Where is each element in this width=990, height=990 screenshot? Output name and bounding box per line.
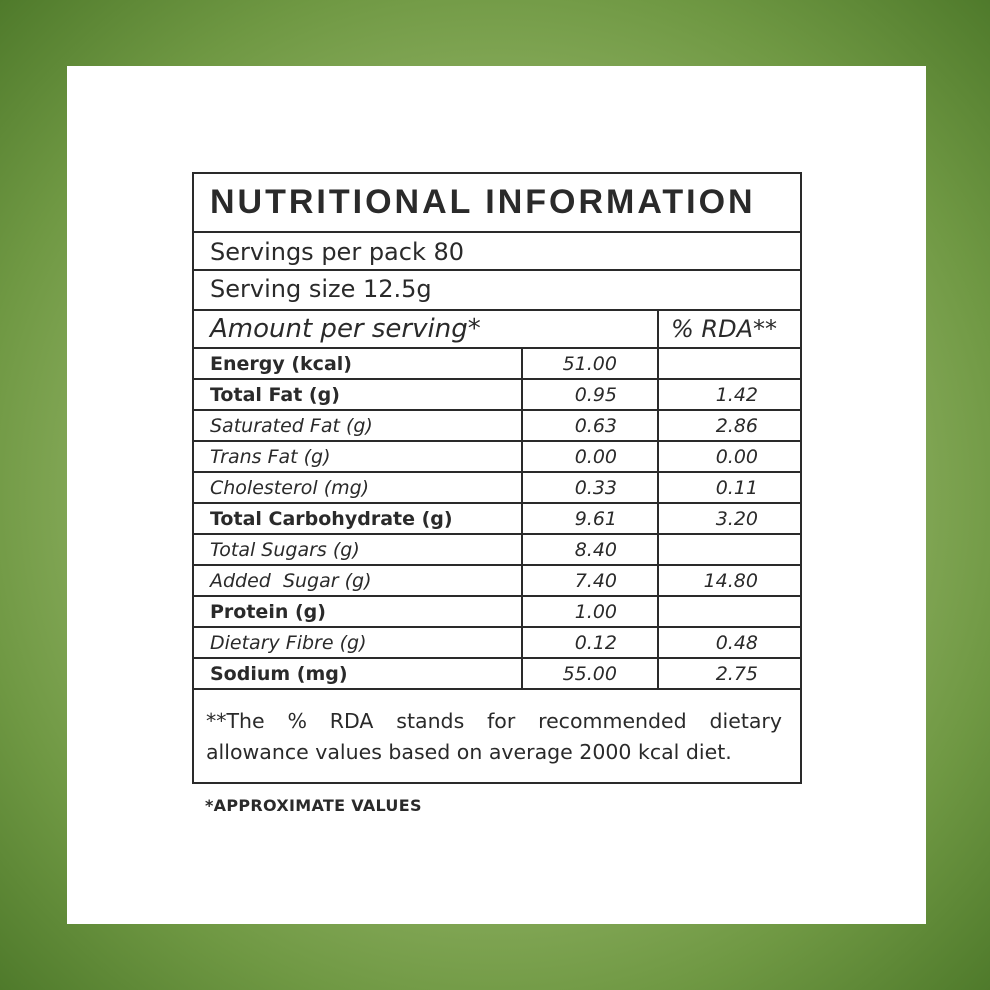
nutrient-value: 0.95 — [522, 379, 658, 410]
nutrient-rda: 14.80 — [658, 565, 800, 596]
table-row — [194, 441, 800, 472]
nutrient-rda — [658, 534, 800, 565]
nutrient-rda — [658, 596, 800, 627]
approximate-values-note: *APPROXIMATE VALUES — [205, 796, 422, 815]
nutrient-rda: 2.75 — [658, 658, 800, 689]
table-row — [194, 472, 800, 503]
rda-header: % RDA** — [658, 311, 800, 348]
nutrition-table — [194, 311, 800, 690]
table-row — [194, 596, 800, 627]
table-row — [194, 410, 800, 441]
servings-per-pack: Servings per pack 80 — [194, 233, 800, 271]
nutrient-name: Total Sugars (g) — [194, 534, 522, 565]
nutrient-value: 55.00 — [522, 658, 658, 689]
nutrient-rda: 3.20 — [658, 503, 800, 534]
nutrient-value: 9.61 — [522, 503, 658, 534]
nutrient-value: 51.00 — [522, 348, 658, 379]
nutrient-value: 1.00 — [522, 596, 658, 627]
nutrient-name: Total Fat (g) — [194, 379, 522, 410]
nutrient-name: Total Carbohydrate (g) — [194, 503, 522, 534]
serving-size: Serving size 12.5g — [194, 271, 800, 311]
table-row — [194, 534, 800, 565]
nutrient-name: Saturated Fat (g) — [194, 410, 522, 441]
table-row — [194, 627, 800, 658]
nutrition-label — [192, 172, 802, 784]
nutrient-rda: 0.00 — [658, 441, 800, 472]
nutrient-rda: 2.86 — [658, 410, 800, 441]
nutrient-rda — [658, 348, 800, 379]
table-header-row — [194, 311, 800, 348]
nutrient-value: 0.12 — [522, 627, 658, 658]
nutrient-value: 7.40 — [522, 565, 658, 596]
rda-footnote: **The % RDA stands for recommended dietary allowance values based on average 2000 kcal diet. — [206, 709, 782, 764]
nutrient-value: 8.40 — [522, 534, 658, 565]
label-title: NUTRITIONAL INFORMATION — [194, 174, 800, 233]
nutrient-name: Protein (g) — [194, 596, 522, 627]
nutrient-name: Cholesterol (mg) — [194, 472, 522, 503]
nutrient-value: 0.00 — [522, 441, 658, 472]
nutrient-rda: 1.42 — [658, 379, 800, 410]
nutrient-name: Energy (kcal) — [194, 348, 522, 379]
nutrient-value: 0.63 — [522, 410, 658, 441]
table-row — [194, 348, 800, 379]
table-row — [194, 565, 800, 596]
nutrient-value: 0.33 — [522, 472, 658, 503]
table-row — [194, 379, 800, 410]
nutrient-rda: 0.11 — [658, 472, 800, 503]
nutrient-name: Added Sugar (g) — [194, 565, 522, 596]
nutrient-rda: 0.48 — [658, 627, 800, 658]
nutrient-name: Sodium (mg) — [194, 658, 522, 689]
nutrient-name: Trans Fat (g) — [194, 441, 522, 472]
table-row — [194, 658, 800, 689]
amount-per-serving-header: Amount per serving* — [194, 311, 658, 348]
table-row — [194, 503, 800, 534]
nutrient-name: Dietary Fibre (g) — [194, 627, 522, 658]
